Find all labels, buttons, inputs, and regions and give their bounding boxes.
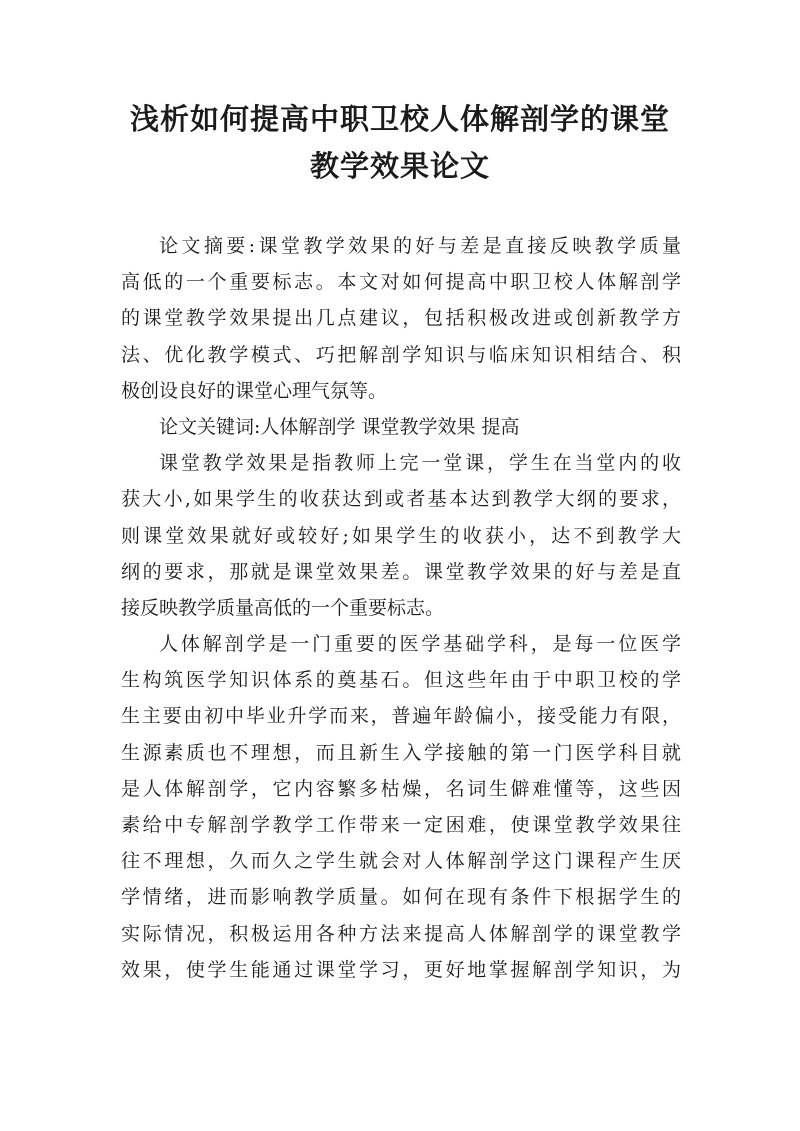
keywords-paragraph xyxy=(121,409,681,445)
text-line: 是人体解剖学，它内容繁多枯燥，名词生僻难懂等，这些因 xyxy=(121,777,681,800)
abstract-paragraph xyxy=(121,228,681,409)
text-line: 论文关键词:人体解剖学 课堂教学效果 提高 xyxy=(159,415,520,438)
page-title xyxy=(120,96,680,190)
text-line: 法、优化教学模式、巧把解剖学知识与临床知识相结合、积 xyxy=(121,343,681,366)
title-line: 教学效果论文 xyxy=(309,149,490,183)
text-line: 高低的一个重要标志。本文对如何提高中职卫校人体解剖学 xyxy=(121,271,681,294)
body-paragraph xyxy=(121,445,681,626)
title-line: 浅析如何提高中职卫校人体解剖学的课堂 xyxy=(129,102,670,136)
text-line: 素给中专解剖学教学工作带来一定困难，使课堂教学效果往 xyxy=(121,814,681,836)
text-line: 论文摘要:课堂教学效果的好与差是直接反映教学质量 xyxy=(159,235,681,257)
text-line: 人体解剖学是一门重要的医学基础学科，是每一位医学 xyxy=(159,633,681,656)
text-line: 获大小,如果学生的收获达到或者基本达到教学大纲的要求， xyxy=(121,488,681,511)
text-line: 生构筑医学知识体系的奠基石。但这些年由于中职卫校的学 xyxy=(121,669,681,692)
text-line: 往不理想，久而久之学生就会对人体解剖学这门课程产生厌 xyxy=(121,850,681,873)
text-line: 课堂教学效果是指教师上完一堂课，学生在当堂内的收 xyxy=(159,452,681,475)
text-line: 极创设良好的课堂心理气氛等。 xyxy=(121,379,388,402)
body-paragraph xyxy=(121,626,681,988)
document-body xyxy=(121,228,681,988)
text-line: 实际情况，积极运用各种方法来提高人体解剖学的课堂教学 xyxy=(121,922,681,945)
text-line: 则课堂效果就好或较好;如果学生的收获小，达不到教学大 xyxy=(121,524,681,547)
text-line: 效果，使学生能通过课堂学习，更好地掌握解剖学知识，为 xyxy=(121,958,681,981)
text-line: 学情绪，进而影响教学质量。如何在现有条件下根据学生的 xyxy=(121,886,681,909)
text-line: 纲的要求，那就是课堂效果差。课堂教学效果的好与差是直 xyxy=(121,560,681,583)
text-line: 接反映教学质量高低的一个重要标志。 xyxy=(121,596,445,619)
text-line: 生源素质也不理想，而且新生入学接触的第一门医学科目就 xyxy=(121,741,681,764)
text-line: 的课堂教学效果提出几点建议，包括积极改进或创新教学方 xyxy=(121,307,681,330)
text-line: 生主要由初中毕业升学而来，普遍年龄偏小，接受能力有限， xyxy=(121,705,681,728)
